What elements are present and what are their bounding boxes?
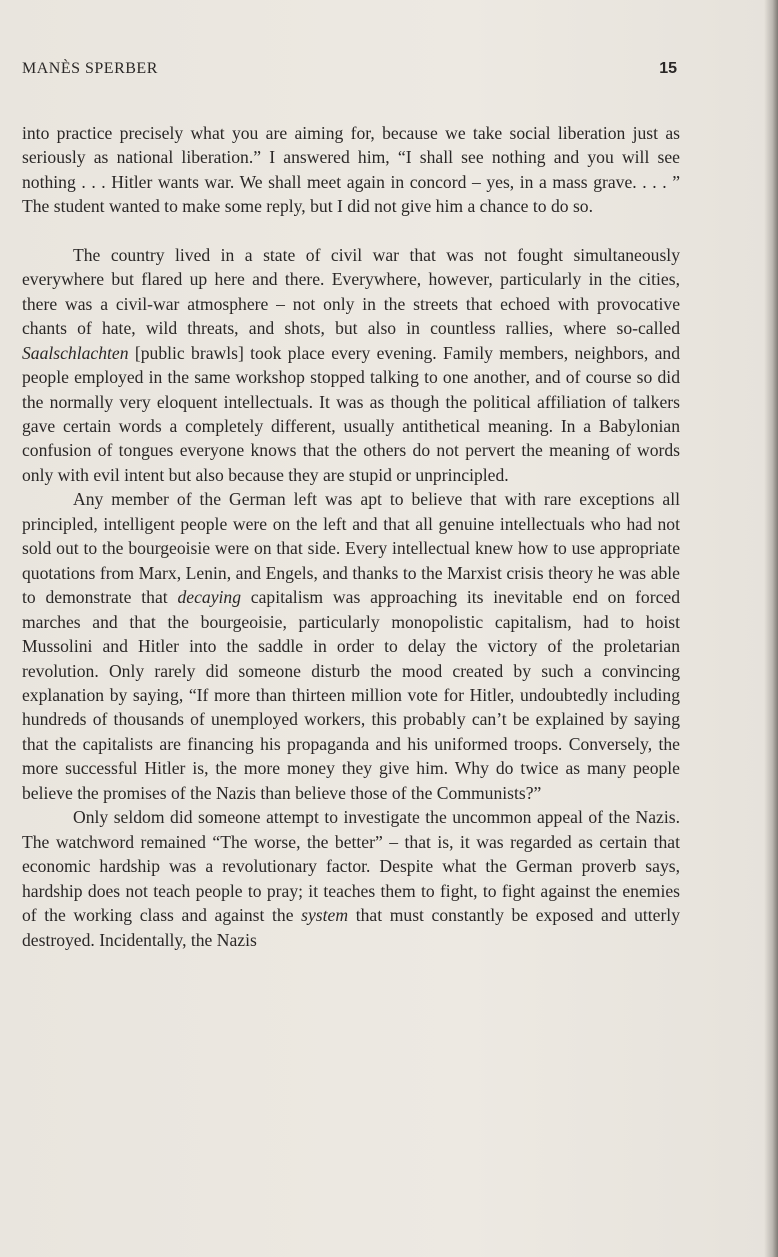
- paragraph-1-text: into practice precisely what you are aiming for, because we take social liberation just as seriously as national liberation.” I answered him, “I shall see nothing and you will see nothing . . . Hitler wants war. We shall meet again in concord – yes, in a mass grave. . . . ” The student wanted to make some reply, but I did not give him a chance to do so.: [22, 123, 680, 217]
- running-head-author: MANÈS SPERBER: [22, 60, 158, 77]
- paragraph-1: [22, 121, 680, 219]
- paragraph-3-italic-term: decaying: [177, 587, 241, 608]
- paragraph-2: [22, 243, 680, 488]
- paragraph-4-italic-term: system: [301, 905, 349, 926]
- paragraph-2-text-b: [public brawls] took place every evening. Family members, neighbors, and people employed in the same workshop stopped talking to one another, and of course so did the normally very eloquent intellectuals. It was as though the political affiliation of talkers gave certain words a completely different, usually antithetical meaning. In a Babylonian confusion of tongues everyone knows that the others do not pervert the meaning of words only with evil intent but also because they are stupid or unprincipled.: [22, 342, 680, 485]
- paragraph-2-italic-term: Saalschlachten: [22, 342, 129, 363]
- page-number: 15: [659, 60, 677, 77]
- paragraph-3-text-a: Any member of the German left was apt to believe that with rare exceptions all principled, intelligent people were on the left and that all genuine intellectuals who had not sold out to the bourgeoisie were on that side. Every intellectual knew how to use appropriate quotations from Marx, Lenin, and Engels, and thanks to the Marxist crisis theory he was able to demonstrate that: [22, 489, 680, 608]
- paragraph-4-text-a: Only seldom did someone attempt to investigate the uncommon appeal of the Nazis. The watchword remained “The worse, the better” – that is, it was regarded as certain that economic hardship was a revolutionary factor. Despite what the German proverb says, hardship does not teach people to pray; it teaches them to fight, to fight against the enemies of the working class and against the: [22, 807, 680, 926]
- body-text: [22, 121, 680, 952]
- paragraph-4-text-b: that must constantly be exposed and utterly destroyed. Incidentally, the Nazis: [22, 905, 680, 950]
- page-edge-shadow: [764, 0, 778, 1257]
- paragraph-4: [22, 805, 680, 952]
- paragraph-3: [22, 487, 680, 805]
- paragraph-2-text-a: The country lived in a state of civil war that was not fought simultaneously everywhere but flared up here and there. Everywhere, however, particularly in the cities, there was a civil-war atmosphere – not only in the streets that echoed with provocative chants of hate, wild threats, and shots, but also in countless rallies, where so-called: [22, 244, 680, 339]
- paragraph-3-text-b: capitalism was approaching its inevitable end on forced marches and that the bourgeoisie, particularly monopolistic capitalism, had to hoist Mussolini and Hitler into the saddle in order to delay the victory of the proletarian revolution. Only rarely did someone disturb the mood created by such a convincing explanation by saying, “If more than thirteen million vote for Hitler, undoubtedly including hundreds of thousands of unemployed workers, this probably can’t be explained by saying that the capitalists are financing his propaganda and his uniformed troops. Conversely, the more successful Hitler is, the more money they give him. Why do twice as many people believe the promises of the Nazis than believe those of the Communists?”: [22, 587, 681, 803]
- running-head: [22, 60, 677, 82]
